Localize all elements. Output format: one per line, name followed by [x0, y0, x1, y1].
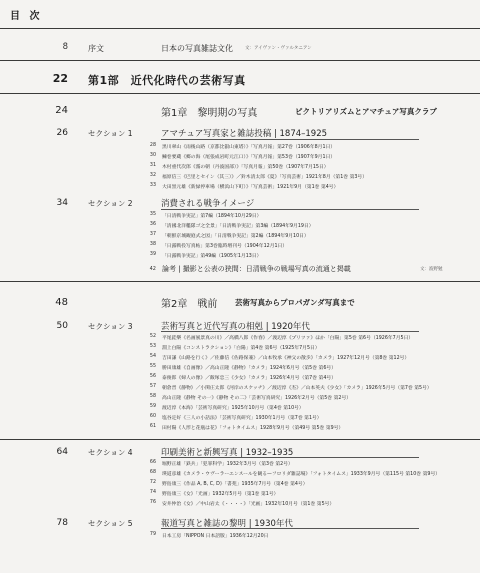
list-item: 60 塩谷定好《三人の小話法》「芸術写真研究」1930年1月号（第7巻 第1号）: [149, 414, 322, 421]
chapter1-title: 第1章 黎明期の写真: [161, 108, 258, 119]
section4-page-number: 64: [56, 447, 68, 457]
list-item: 30 鰊巻要蔵《郷の海（尾張成岩町元江口）》「写真月報」第53巻（1907年9月1日）: [149, 153, 336, 160]
list-item: 66 堀野正雄「鉄兵」「犯罪科学」1932年3月号（第3巻 第2号）: [149, 460, 293, 467]
section4-label: セクション 4: [88, 448, 133, 457]
essay-rule: [0, 281, 480, 282]
list-item: 68 瑛道彦雄《カメラ・ウヴーラーエンスールを観る—フロリダ雑誌場》「フォトタイムス」1933年9月号（第115号 第10巻 第9号）: [149, 470, 441, 477]
list-item: 55 勝田康雄《自画像》／高山正隆《静物》「カメラ」1924年6月号（第5巻 第6号）: [149, 364, 336, 371]
list-item: 31 木村重代次郎《霧の朝（丹波国部）》「写真月報」第50巻（1907年7月15日）: [149, 163, 329, 170]
section1-label: セクション 1: [88, 129, 133, 138]
intro-label: 序文: [88, 44, 104, 53]
chapter1-page-number: 24: [55, 105, 68, 116]
list-item: 59 渡辺淳《本海》「芸術写真研究」1925年10月号（第4巻 第10号）: [149, 404, 304, 411]
list-item: 76 安井仲治《女》／中山岩太《・・・・》「光画」1932年10月号（第1巻 第5号）: [149, 500, 335, 507]
chapter2-title: 第2章 戦前: [161, 299, 218, 310]
chapter2-subtitle: 芸術写真からプロパガンダ写真まで: [235, 298, 355, 307]
page-title: 目 次: [10, 11, 43, 22]
list-item: 57 朝倉晋《静物》／小関庄太郎《河岸のスケッチ》／渡辺淳《杰》／山本英夫《少女》「カメラ」1926年5月号（第7巻 第5号）: [149, 384, 432, 391]
section3-title: 芸術写真と近代写真の相剋 | 1920年代: [161, 322, 310, 332]
section1-page-number: 26: [56, 128, 68, 138]
section5-page-number: 78: [56, 518, 68, 528]
part1-page-number: 22: [52, 72, 68, 85]
part1-title: 第1部 近代化時代の芸術写真: [88, 74, 246, 87]
essay-author: 文：波野勉: [420, 267, 443, 272]
list-item: 54 吉田謙《山路を行く》／佐藤信《佐路保兼》／山本牧承《神父の散歩》「カメラ」1927年12月号（第8巻 第12号）: [149, 354, 410, 361]
section3-label: セクション 3: [88, 322, 133, 331]
part1-rule: [0, 93, 480, 94]
list-item: 36 「清國北洋艦隊ゴ之全景」「日清戦争実記」第3編（1894年9月19日）: [149, 222, 314, 229]
intro-page-number: 8: [62, 42, 68, 52]
intro-title: 日本の写真雑誌文化: [161, 44, 233, 53]
header-rule: [0, 28, 480, 29]
list-item: 38 「日露戦役写真帖」第3巻臨時増刊号（1904年12月1日）: [149, 242, 288, 249]
list-item: 72 野島康三《作品 A, B, C, D》「書苑」1935年7月号（第4巻 第4号）: [149, 480, 308, 487]
section5-underline: [161, 528, 419, 529]
list-item: 53 淵上白陽《コンストラクション》「白陽」第4巻 第6号（1925年7月5日）: [149, 344, 320, 351]
list-item: 56 泰俊郎《婦人の像》／飯塚忠三《少女》「カメラ」1926年4月号（第7巻 第4号）: [149, 374, 336, 381]
chapter2-page-number: 48: [55, 297, 68, 308]
section5-title: 報道写真と雑誌の黎明 | 1930年代: [161, 519, 293, 529]
section3-page-number: 50: [56, 321, 68, 331]
intro-author: 文：アイヴァン・ヴァルタニアン: [245, 46, 312, 51]
section2-page-number: 34: [56, 198, 68, 208]
essay-title: 論考 | 撮影と公表の狭間：日清戦争の戦場写真の流通と掲載: [162, 265, 351, 273]
section1-title: アマチュア写真家と雑誌投稿 | 1874–1925: [161, 129, 328, 139]
intro-rule: [0, 60, 480, 61]
list-item: 79 日本工房「NIPPON 日本語版」1936年12月20日: [149, 532, 269, 539]
section4-title: 印刷美術と新興写真 | 1932–1935: [161, 448, 294, 458]
section2-label: セクション 2: [88, 199, 133, 208]
list-item: 32 福原信三《巴里とセイン（其三）》／鈴木清太郎《夏》「写真芸術」1921年8月（第1巻 第3号）: [149, 173, 368, 180]
list-item: 52 平尾銈樂《名画風景真の川》／高橋八郎《作春》／渡辺淳《プリツァ》ほか「白陽」第5巻 第6号（1926年7月5日）: [149, 334, 414, 341]
list-item: 58 高山正隆《静物 その一》《静物 その二》「芸術写真研究」1926年2月号（第5巻 第2号）: [149, 394, 352, 401]
essay-page-number: 42: [149, 266, 156, 272]
section2-title: 消費される戦争イメージ: [161, 199, 255, 209]
section5-label: セクション 5: [88, 519, 133, 528]
list-item: 33 大田黒元雄《新緑停車場（横浜山下町）》「写真芸術」1921年9月（第1巻 第4号）: [149, 183, 339, 190]
list-item: 35 「日清戦争実記」第7編（1894年10月29日）: [149, 212, 262, 219]
list-item: 28 黒川翠山《雨後山路（京都比叡山東塔）》「写真月報」第27巻（1906年8月1日）: [149, 143, 336, 150]
section3-rule: [0, 439, 480, 440]
list-item: 37 「朝鮮京城観庭式之図」「日清戦争実記」第2編（1894年9月10日）: [149, 232, 309, 239]
list-item: 61 田村陽《人形と花瓶は花》「フォトタイムス」1928年9月号（第49号 第5巻 第9号）: [149, 424, 344, 431]
list-item: 74 野島康三《女》「光画」1932年5月号（第1巻 第1号）: [149, 490, 279, 497]
list-item: 39 「日露戦争実記」第49編（1905年1月13日）: [149, 252, 262, 259]
chapter1-subtitle: ピクトリアリズムとアマチュア写真クラブ: [295, 107, 437, 116]
section1-underline: [161, 139, 419, 140]
